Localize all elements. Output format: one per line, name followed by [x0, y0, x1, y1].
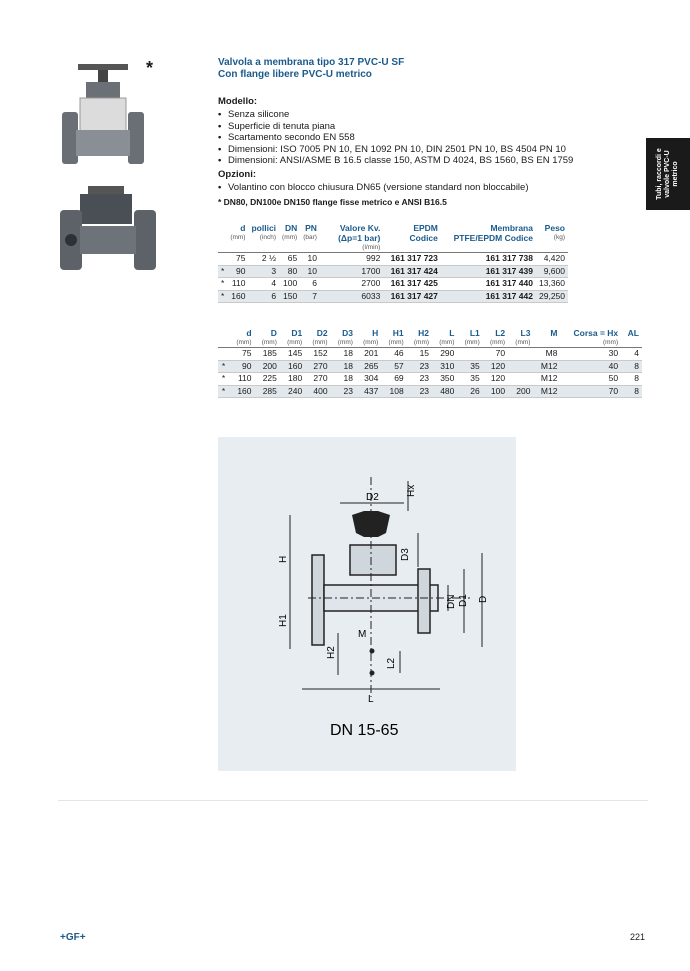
column-header [621, 328, 642, 348]
table-cell: 69 [381, 373, 406, 386]
column-header-unit: (mm) [312, 339, 328, 346]
table-cell: 161 317 738 [441, 253, 536, 266]
table-cell: 304 [356, 373, 381, 386]
table-cell: 152 [305, 348, 330, 361]
column-header [356, 328, 381, 348]
column-header-label: d [240, 223, 246, 233]
table-cell: 3 [248, 265, 279, 278]
technical-drawing [218, 437, 516, 771]
table-cell: * [218, 290, 227, 303]
column-header-unit: (l/min) [362, 244, 381, 251]
table-header-row [218, 223, 568, 253]
column-header-unit: (inch) [259, 234, 277, 241]
column-header-label: L [449, 328, 455, 338]
table-cell [457, 348, 482, 361]
product-title [218, 57, 404, 81]
table-cell: 8 [621, 360, 642, 373]
column-header-unit: (mm) [464, 339, 480, 346]
table-cell: 145 [280, 348, 305, 361]
table-cell: 30 [560, 348, 621, 361]
column-header-unit: (kg) [553, 234, 565, 241]
column-header [320, 223, 383, 253]
list-item: • Senza silicone [218, 109, 573, 121]
table-cell: 400 [305, 385, 330, 398]
table-cell: 161 317 439 [441, 265, 536, 278]
opzioni-list [218, 182, 528, 194]
table-cell: 70 [560, 385, 621, 398]
dim-label-hx: Hx [406, 484, 417, 497]
table-cell: 23 [407, 385, 432, 398]
table-cell: 6 [300, 278, 320, 291]
options-note: * DN80, DN100e DN150 flange fisse metrico e ANSI B16.5 [218, 197, 447, 207]
column-header-unit: (mm) [282, 234, 298, 241]
opzioni-heading: Opzioni: [218, 169, 256, 180]
table-cell: 29,250 [536, 290, 568, 303]
table-cell: 161 317 440 [441, 278, 536, 291]
table-cell: 75 [229, 348, 254, 361]
column-header-label: PN [305, 223, 317, 233]
table-cell: 90 [227, 265, 248, 278]
table-cell: 270 [305, 360, 330, 373]
column-header-label: D3 [342, 328, 353, 338]
table-cell: 100 [279, 278, 300, 291]
table-header-row [218, 328, 642, 348]
column-header-unit: (mm) [230, 234, 246, 241]
column-header [300, 223, 320, 253]
dim-label-d3: D3 [400, 548, 411, 561]
table-cell: 160 [227, 290, 248, 303]
list-item: • Scartamento secondo EN 558 [218, 132, 573, 144]
table-cell: 120 [483, 373, 508, 386]
table-cell [508, 360, 533, 373]
column-header-label: H [372, 328, 379, 338]
table-cell: 4,420 [536, 253, 568, 266]
table-cell: 225 [255, 373, 280, 386]
column-header-label: d [246, 328, 252, 338]
table-cell: 13,360 [536, 278, 568, 291]
table-cell: 480 [432, 385, 457, 398]
dim-label-h2: H2 [326, 646, 337, 659]
table-cell: 23 [407, 373, 432, 386]
footer-divider [58, 800, 648, 801]
modello-list [218, 109, 573, 167]
table-row [218, 385, 642, 398]
table-cell: 110 [229, 373, 254, 386]
table-cell: * [218, 385, 229, 398]
table-cell: 108 [381, 385, 406, 398]
table-cell: 992 [320, 253, 383, 266]
table-cell: 310 [432, 360, 457, 373]
column-header [229, 328, 254, 348]
column-header-unit: (bar) [303, 234, 317, 241]
column-header-label: Membrana PTFE/EPDM Codice [453, 223, 533, 243]
table-cell: 161 317 427 [383, 290, 441, 303]
column-header-label: L1 [469, 328, 480, 338]
dim-label-h1: H1 [278, 614, 289, 627]
table-cell: 161 317 723 [383, 253, 441, 266]
table-cell: 35 [457, 360, 482, 373]
column-header-label: L2 [495, 328, 506, 338]
column-header [279, 223, 300, 253]
table-cell: 23 [407, 360, 432, 373]
table-cell: 75 [227, 253, 248, 266]
table-row [218, 373, 642, 386]
table-cell: 80 [279, 265, 300, 278]
table-cell: 57 [381, 360, 406, 373]
table-cell: 200 [255, 360, 280, 373]
table-cell: 9,600 [536, 265, 568, 278]
table-row [218, 265, 568, 278]
column-header [483, 328, 508, 348]
list-item: • Dimensioni: ISO 7005 PN 10, EN 1092 PN 10, DIN 2501 PN 10, BS 4504 PN 10 [218, 144, 573, 156]
column-header-unit: (mm) [602, 339, 619, 346]
column-header-unit: (mm) [489, 339, 506, 346]
table-cell: 240 [280, 385, 305, 398]
table-cell: 201 [356, 348, 381, 361]
column-header-unit: (mm) [287, 339, 303, 346]
column-header [407, 328, 432, 348]
table-cell: * [218, 360, 229, 373]
table-cell: 90 [229, 360, 254, 373]
list-item: • Superficie di tenuta piana [218, 121, 573, 133]
table-cell: 100 [483, 385, 508, 398]
table-row [218, 253, 568, 266]
column-header [280, 328, 305, 348]
column-header [533, 328, 560, 348]
table-cell: 10 [300, 253, 320, 266]
column-header [255, 328, 280, 348]
product-photo-bottom [58, 182, 168, 274]
table-cell: 40 [560, 360, 621, 373]
side-tab-label: Tubi, raccordi e valvole PVC-U metrico [656, 148, 679, 200]
table-cell: 65 [279, 253, 300, 266]
table-cell: 23 [331, 385, 356, 398]
table-cell: 8 [621, 373, 642, 386]
column-header-unit: (mm) [388, 339, 404, 346]
table-cell: 18 [331, 360, 356, 373]
column-header-label: Valore Kv. (Δp=1 bar) [338, 223, 381, 243]
table-row [218, 348, 642, 361]
column-header [457, 328, 482, 348]
column-header-label: EPDM Codice [409, 223, 438, 243]
drawing-svg [218, 437, 516, 771]
table-cell: 2 ½ [248, 253, 279, 266]
table-cell: * [218, 265, 227, 278]
column-header [218, 223, 227, 253]
dim-label-h: H [278, 555, 289, 563]
column-header-label: Corsa = Hx [573, 328, 619, 338]
table-cell [218, 348, 229, 361]
dim-label-d1: D1 [458, 594, 469, 607]
table-cell: 270 [305, 373, 330, 386]
column-header-unit: (mm) [363, 339, 379, 346]
table-cell: 50 [560, 373, 621, 386]
column-header [305, 328, 330, 348]
table-cell: 290 [432, 348, 457, 361]
table-cell: 6033 [320, 290, 383, 303]
section-side-tab [646, 138, 690, 210]
table-cell: 160 [280, 360, 305, 373]
column-header [432, 328, 457, 348]
list-item: • Dimensioni: ANSI/ASME B 16.5 classe 150, ASTM D 4024, BS 1560, BS EN 1759 [218, 155, 573, 167]
column-header-label: M [550, 328, 558, 338]
column-header-unit: (mm) [261, 339, 277, 346]
table-cell: 15 [407, 348, 432, 361]
table-cell: 160 [229, 385, 254, 398]
table-cell: 120 [483, 360, 508, 373]
dim-label-l2: L2 [386, 657, 397, 669]
column-header [536, 223, 568, 253]
column-header-label: D2 [316, 328, 328, 338]
table-cell: 8 [621, 385, 642, 398]
table-cell [508, 373, 533, 386]
column-header [248, 223, 279, 253]
valve-code-table [218, 223, 568, 303]
table-cell: 200 [508, 385, 533, 398]
column-header [560, 328, 621, 348]
photo-star-mark: * [146, 58, 154, 78]
dimension-table [218, 328, 642, 398]
table-cell: 4 [621, 348, 642, 361]
table-cell: 180 [280, 373, 305, 386]
table-cell: 6 [248, 290, 279, 303]
table-cell: 110 [227, 278, 248, 291]
table-cell [218, 253, 227, 266]
column-header-label: DN [284, 223, 298, 233]
table-cell: M8 [533, 348, 560, 361]
table-cell: 2700 [320, 278, 383, 291]
table-cell: 26 [457, 385, 482, 398]
column-header-label: H1 [392, 328, 404, 338]
table-cell: 350 [432, 373, 457, 386]
table-cell: M12 [533, 373, 560, 386]
table-cell: 18 [331, 373, 356, 386]
column-header [508, 328, 533, 348]
column-header-label: D [270, 328, 277, 338]
column-header-unit: (mm) [439, 339, 455, 346]
modello-heading: Modello: [218, 96, 258, 107]
table-cell: 185 [255, 348, 280, 361]
table-cell [508, 348, 533, 361]
table-cell: 70 [483, 348, 508, 361]
table-cell: 4 [248, 278, 279, 291]
table-cell: M12 [533, 385, 560, 398]
column-header-label: D1 [291, 328, 303, 338]
column-header [441, 223, 536, 253]
title-line-1: Valvola a membrana tipo 317 PVC-U SF [218, 57, 405, 68]
column-header [218, 328, 229, 348]
table-cell: 285 [255, 385, 280, 398]
table-cell: 161 317 424 [383, 265, 441, 278]
column-header-unit: (mm) [337, 339, 353, 346]
column-header [227, 223, 248, 253]
dim-label-m: M [358, 629, 367, 640]
column-header-label: H2 [418, 328, 430, 338]
table-cell: 437 [356, 385, 381, 398]
column-header [381, 328, 406, 348]
table-cell: 7 [300, 290, 320, 303]
table-row [218, 278, 568, 291]
dim-label-l: L [368, 694, 374, 705]
column-header-label: AL [627, 328, 639, 338]
table-cell: 35 [457, 373, 482, 386]
table-row [218, 290, 568, 303]
table-cell: * [218, 278, 227, 291]
table-cell: 150 [279, 290, 300, 303]
list-item: • Volantino con blocco chiusura DN65 (versione standard non bloccabile) [218, 182, 528, 194]
gf-logo: +GF+ [60, 932, 86, 943]
column-header-label: Peso [544, 223, 565, 233]
dim-label-d: D [478, 595, 489, 603]
column-header-unit: (mm) [236, 339, 252, 346]
table-cell: * [218, 373, 229, 386]
table-cell: 18 [331, 348, 356, 361]
column-header-label: pollici [251, 223, 277, 233]
table-row [218, 360, 642, 373]
drawing-caption: DN 15-65 [330, 722, 399, 739]
dim-label-dn: DN [446, 594, 457, 609]
table-cell: 161 317 442 [441, 290, 536, 303]
column-header-unit: (mm) [413, 339, 430, 346]
column-header [383, 223, 441, 253]
column-header [331, 328, 356, 348]
table-cell: 46 [381, 348, 406, 361]
dim-label-d2: D2 [366, 492, 379, 503]
table-cell: M12 [533, 360, 560, 373]
table-cell: 10 [300, 265, 320, 278]
table-cell: 161 317 425 [383, 278, 441, 291]
title-line-2: Con flange libere PVC-U metrico [218, 69, 372, 80]
column-header-unit: (mm) [515, 339, 531, 346]
column-header-label: L3 [520, 328, 531, 338]
page-number: 221 [630, 932, 646, 942]
table-cell: 1700 [320, 265, 383, 278]
table-cell: 265 [356, 360, 381, 373]
